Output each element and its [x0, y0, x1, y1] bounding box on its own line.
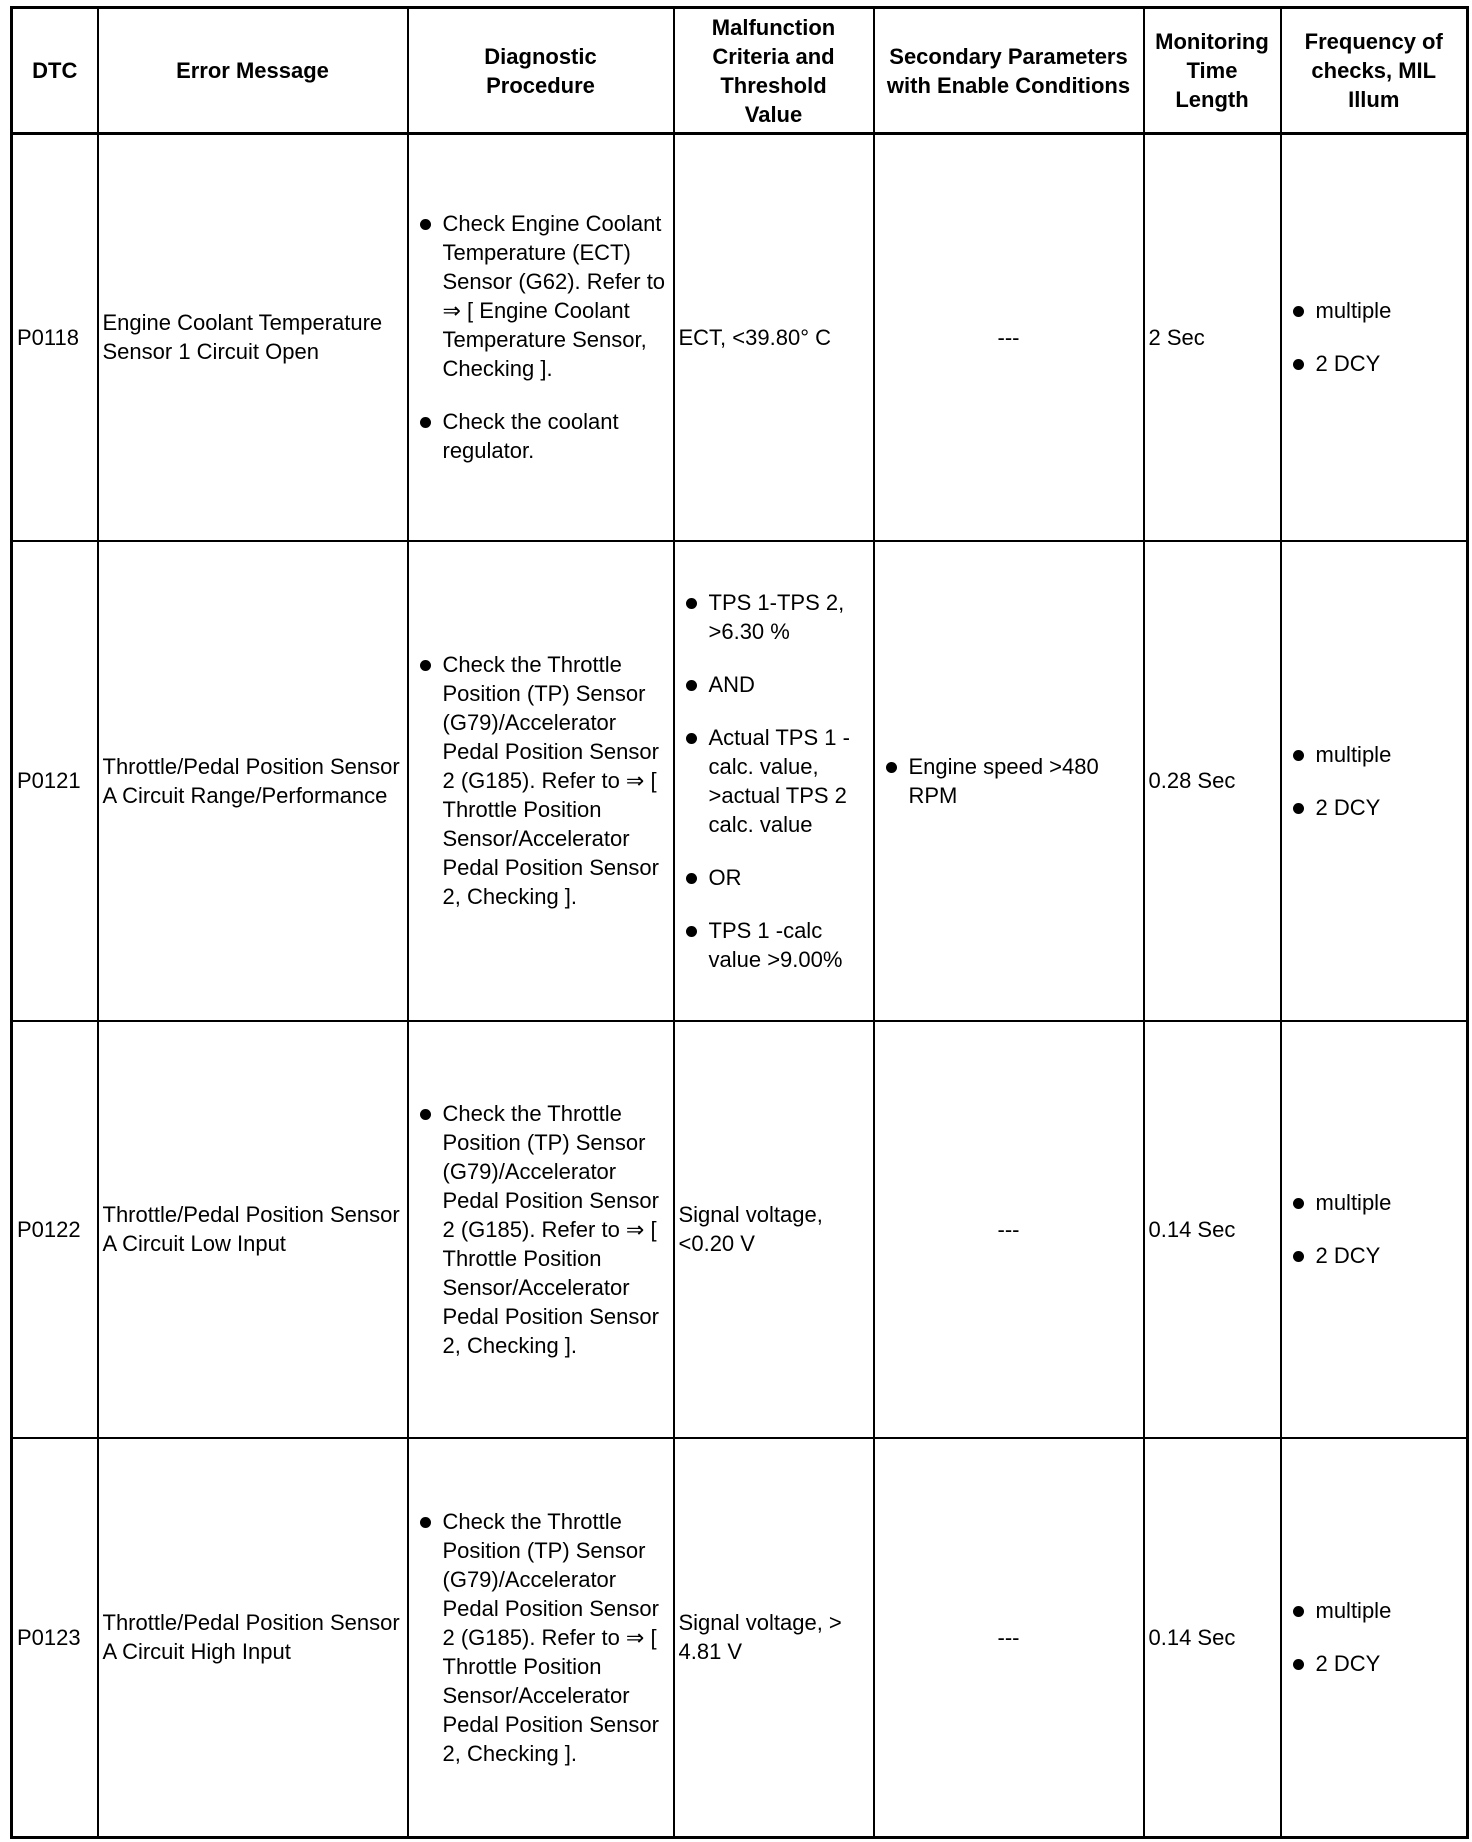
frequency-mil — [1281, 1021, 1468, 1438]
frequency-list — [1286, 740, 1463, 822]
diagnostic-procedure — [408, 1438, 674, 1838]
malfunction-criteria: Signal voltage, <0.20 V — [674, 1021, 874, 1438]
dtc-code: P0121 — [12, 541, 98, 1021]
diagnostic-procedure — [408, 134, 674, 541]
header-malfunction-criteria-text: Malfunction Criteria and Threshold Value — [711, 14, 836, 127]
frequency-item: 2 DCY — [1286, 349, 1463, 378]
procedure-item: Check Engine Coolant Temperature (ECT) Sensor (G62). Refer to ⇒ [ Engine Coolant Temperature Sensor, Checking ]. — [413, 209, 669, 383]
secondary-parameters: --- — [874, 134, 1144, 541]
table-row — [12, 1021, 1468, 1438]
procedure-item: Check the coolant regulator. — [413, 407, 669, 465]
error-message: Engine Coolant Temperature Sensor 1 Circuit Open — [98, 134, 408, 541]
dtc-code: P0122 — [12, 1021, 98, 1438]
frequency-mil — [1281, 1438, 1468, 1838]
malfunction-criteria: ECT, <39.80° C — [674, 134, 874, 541]
procedure-list — [413, 650, 669, 911]
frequency-item: multiple — [1286, 1596, 1463, 1625]
frequency-item: 2 DCY — [1286, 1241, 1463, 1270]
malfunction-criteria: Signal voltage, > 4.81 V — [674, 1438, 874, 1838]
header-secondary-parameters-text: Secondary Parameters with Enable Conditions — [886, 43, 1131, 98]
header-frequency — [1281, 8, 1468, 134]
secondary-parameters: --- — [874, 1021, 1144, 1438]
header-monitoring-time — [1144, 8, 1281, 134]
procedure-item: Check the Throttle Position (TP) Sensor (G79)/Accelerator Pedal Position Sensor 2 (G185). Refer to ⇒ [ Throttle Position Sensor/Accelerator Pedal Position Sensor 2, Checking ]. — [413, 1507, 669, 1768]
frequency-item: 2 DCY — [1286, 793, 1463, 822]
secondary-list — [879, 752, 1139, 810]
frequency-list — [1286, 296, 1463, 378]
error-message: Throttle/Pedal Position Sensor A Circuit Low Input — [98, 1021, 408, 1438]
procedure-item: Check the Throttle Position (TP) Sensor (G79)/Accelerator Pedal Position Sensor 2 (G185). Refer to ⇒ [ Throttle Position Sensor/Accelerator Pedal Position Sensor 2, Checking ]. — [413, 1099, 669, 1360]
diagnostic-procedure — [408, 1021, 674, 1438]
header-diagnostic-procedure-text: Diagnostic Procedure — [484, 43, 597, 98]
dtc-code: P0118 — [12, 134, 98, 541]
frequency-mil — [1281, 134, 1468, 541]
frequency-mil — [1281, 541, 1468, 1021]
criteria-item: Actual TPS 1 -calc. value, >actual TPS 2 calc. value — [679, 723, 869, 839]
frequency-item: multiple — [1286, 740, 1463, 769]
header-diagnostic-procedure — [408, 8, 674, 134]
header-row — [12, 8, 1468, 134]
criteria-list — [679, 588, 869, 974]
dtc-code: P0123 — [12, 1438, 98, 1838]
table-row — [12, 134, 1468, 541]
error-message: Throttle/Pedal Position Sensor A Circuit High Input — [98, 1438, 408, 1838]
header-monitoring-time-text: Monitoring Time Length — [1155, 29, 1269, 112]
criteria-item: TPS 1 -calc value >9.00% — [679, 916, 869, 974]
frequency-item: multiple — [1286, 296, 1463, 325]
criteria-item: OR — [679, 863, 869, 892]
monitoring-time: 0.14 Sec — [1144, 1438, 1281, 1838]
procedure-list — [413, 1099, 669, 1360]
header-error-message: Error Message — [98, 8, 408, 134]
header-malfunction-criteria — [674, 8, 874, 134]
monitoring-time: 0.14 Sec — [1144, 1021, 1281, 1438]
procedure-item: Check the Throttle Position (TP) Sensor (G79)/Accelerator Pedal Position Sensor 2 (G185). Refer to ⇒ [ Throttle Position Sensor/Accelerator Pedal Position Sensor 2, Checking ]. — [413, 650, 669, 911]
procedure-list — [413, 209, 669, 465]
secondary-parameters — [874, 541, 1144, 1021]
header-dtc: DTC — [12, 8, 98, 134]
procedure-list — [413, 1507, 669, 1768]
malfunction-criteria — [674, 541, 874, 1021]
criteria-item: AND — [679, 670, 869, 699]
header-secondary-parameters — [874, 8, 1144, 134]
monitoring-time: 2 Sec — [1144, 134, 1281, 541]
frequency-list — [1286, 1188, 1463, 1270]
table-row — [12, 1438, 1468, 1838]
frequency-item: 2 DCY — [1286, 1649, 1463, 1678]
frequency-list — [1286, 1596, 1463, 1678]
table-row — [12, 541, 1468, 1021]
dtc-table — [10, 6, 1469, 1839]
error-message: Throttle/Pedal Position Sensor A Circuit Range/Performance — [98, 541, 408, 1021]
header-frequency-text: Frequency of checks, MIL Illum — [1304, 29, 1443, 112]
monitoring-time: 0.28 Sec — [1144, 541, 1281, 1021]
diagnostic-procedure — [408, 541, 674, 1021]
frequency-item: multiple — [1286, 1188, 1463, 1217]
secondary-parameters: --- — [874, 1438, 1144, 1838]
secondary-item: Engine speed >480 RPM — [879, 752, 1139, 810]
criteria-item: TPS 1-TPS 2, >6.30 % — [679, 588, 869, 646]
